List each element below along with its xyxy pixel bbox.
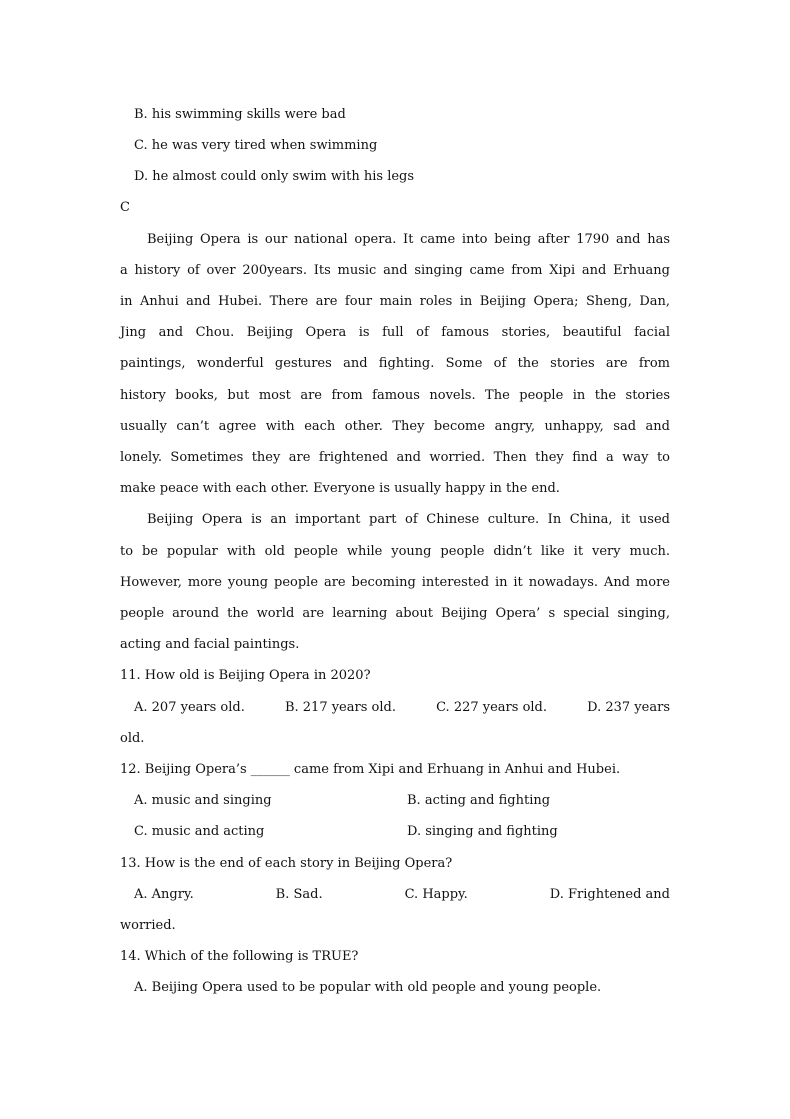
question-12-option-c: C. music and acting bbox=[134, 824, 265, 839]
passage-p1-line: Jing and Chou. Beijing Opera is full of famous stories, beautiful facial bbox=[120, 325, 670, 340]
question-12-option-a: A. music and singing bbox=[134, 793, 272, 808]
question-13-option-c: C. Happy. bbox=[404, 887, 468, 902]
question-11-option-d: D. 237 years bbox=[587, 700, 670, 715]
prev-option-b: B. his swimming skills were bad bbox=[134, 107, 346, 122]
passage-p2-line: However, more young people are becoming interested in it nowadays. And more bbox=[120, 575, 670, 590]
question-11-option-c: C. 227 years old. bbox=[436, 700, 548, 715]
prev-option-d: D. he almost could only swim with his legs bbox=[134, 169, 415, 184]
section-label: C bbox=[120, 200, 130, 215]
prev-option-c: C. he was very tired when swimming bbox=[134, 138, 378, 153]
question-13-option-d: D. Frightened and bbox=[549, 887, 670, 902]
passage-p1-line: usually can’t agree with each other. They become angry, unhappy, sad and bbox=[120, 419, 670, 434]
passage-p1-line: history books, but most are from famous novels. The people in the stories bbox=[120, 388, 670, 403]
question-14-option-a: A. Beijing Opera used to be popular with old people and young people. bbox=[134, 980, 602, 995]
passage-p1-line: Beijing Opera is our national opera. It came into being after 1790 and has bbox=[147, 232, 670, 247]
passage-p2-line: to be popular with old people while young people didn’t like it very much. bbox=[120, 544, 670, 559]
question-13-stem: 13. How is the end of each story in Beijing Opera? bbox=[120, 856, 453, 871]
question-11-option-d-continued: old. bbox=[120, 731, 145, 746]
question-12-stem: 12. Beijing Opera’s ______ came from Xipi and Erhuang in Anhui and Hubei. bbox=[120, 762, 621, 777]
question-13-option-b: B. Sad. bbox=[275, 887, 323, 902]
question-13-options bbox=[134, 887, 670, 903]
question-11-option-a: A. 207 years old. bbox=[134, 700, 245, 715]
passage-p1-line: a history of over 200years. Its music and singing came from Xipi and Erhuang bbox=[120, 263, 670, 278]
passage-p1-line: make peace with each other. Everyone is usually happy in the end. bbox=[120, 481, 560, 496]
passage-p1-line: in Anhui and Hubei. There are four main roles in Beijing Opera; Sheng, Dan, bbox=[120, 294, 670, 309]
passage-p1-line: lonely. Sometimes they are frightened and worried. Then they find a way to bbox=[120, 450, 670, 465]
passage-p2-line: acting and facial paintings. bbox=[120, 637, 300, 652]
question-12-option-b: B. acting and fighting bbox=[407, 793, 551, 808]
passage-p2-line: Beijing Opera is an important part of Chinese culture. In China, it used bbox=[147, 512, 670, 527]
question-11-stem: 11. How old is Beijing Opera in 2020? bbox=[120, 668, 371, 683]
question-13-option-d-continued: worried. bbox=[120, 918, 176, 933]
question-11-options bbox=[134, 700, 670, 716]
question-12-option-d: D. singing and fighting bbox=[407, 824, 558, 839]
question-11-option-b: B. 217 years old. bbox=[284, 700, 396, 715]
passage-p1-line: paintings, wonderful gestures and fighting. Some of the stories are from bbox=[120, 356, 670, 371]
question-14-stem: 14. Which of the following is TRUE? bbox=[120, 949, 359, 964]
passage-p2-line: people around the world are learning about Beijing Opera’ s special singing, bbox=[120, 606, 670, 621]
question-13-option-a: A. Angry. bbox=[134, 887, 194, 902]
